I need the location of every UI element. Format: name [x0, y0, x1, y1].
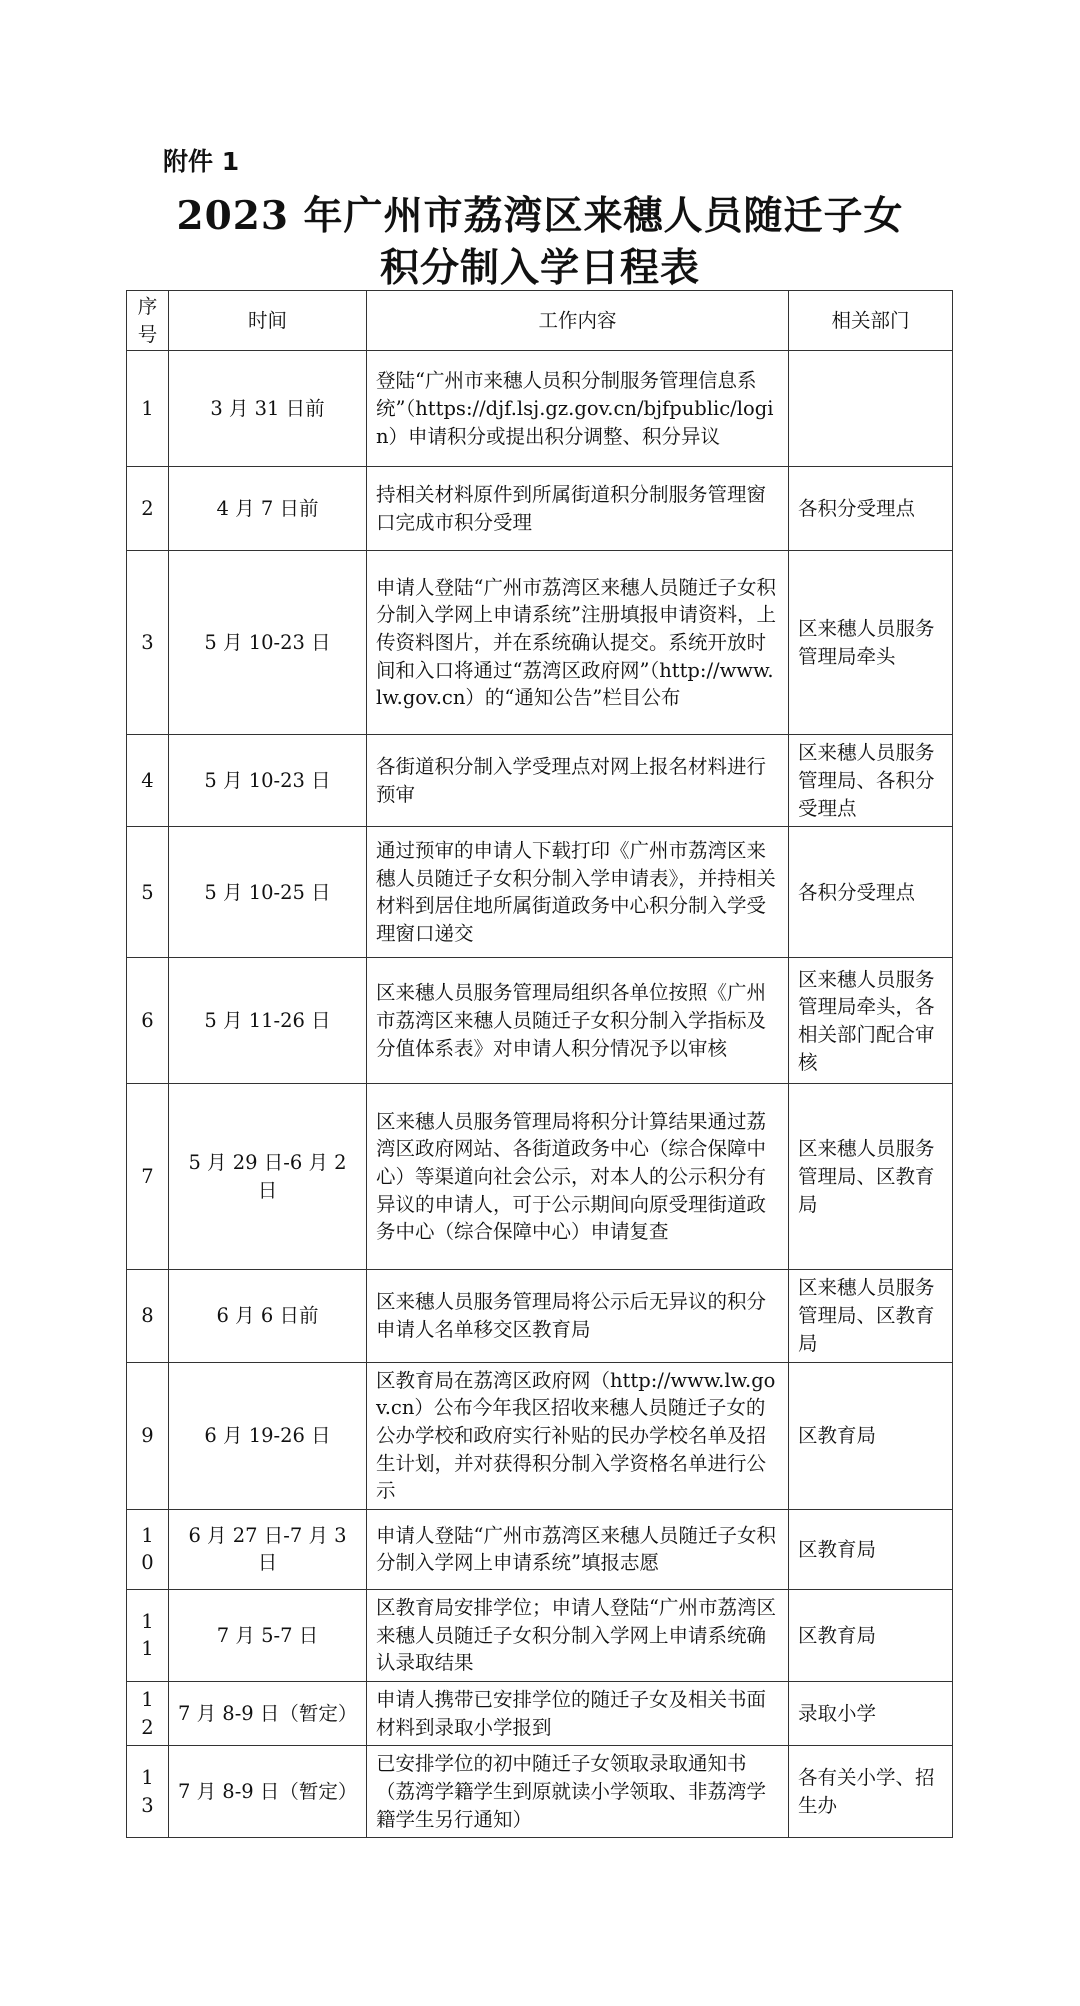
row-dept: 各有关小学、招生办 [789, 1746, 953, 1838]
table-row [127, 827, 953, 958]
row-num: 5 [127, 827, 169, 958]
row-num: 2 [127, 467, 169, 551]
row-num: 10 [127, 1509, 169, 1589]
header-num: 序号 [127, 291, 169, 351]
table-row [127, 735, 953, 827]
row-time: 6 月 6 日前 [169, 1270, 367, 1362]
row-time: 5 月 10-25 日 [169, 827, 367, 958]
row-content: 区教育局在荔湾区政府网（http://www.lw.gov.cn）公布今年我区招收来穗人员随迁子女的公办学校和政府实行补贴的民办学校名单及招生计划，并对获得积分制入学资格名单进行公示 [367, 1362, 789, 1509]
table-row [127, 1084, 953, 1270]
header-dept: 相关部门 [789, 291, 953, 351]
table-header-row [127, 291, 953, 351]
row-time: 5 月 10-23 日 [169, 735, 367, 827]
row-time: 7 月 8-9 日（暂定） [169, 1746, 367, 1838]
page-title-line1: 2023 年广州市荔湾区来穗人员随迁子女 [176, 193, 904, 239]
row-dept: 各积分受理点 [789, 467, 953, 551]
table-row [127, 1682, 953, 1746]
row-num: 9 [127, 1362, 169, 1509]
row-time: 4 月 7 日前 [169, 467, 367, 551]
row-dept: 各积分受理点 [789, 827, 953, 958]
schedule-table [126, 290, 953, 1838]
table-row [127, 1589, 953, 1681]
row-dept: 区教育局 [789, 1509, 953, 1589]
row-num: 3 [127, 551, 169, 735]
table-row [127, 958, 953, 1084]
table-row [127, 351, 953, 467]
row-time: 5 月 11-26 日 [169, 958, 367, 1084]
table-row [127, 551, 953, 735]
table-row [127, 1362, 953, 1509]
row-num: 12 [127, 1682, 169, 1746]
row-content: 各街道积分制入学受理点对网上报名材料进行预审 [367, 735, 789, 827]
row-content: 区来穗人员服务管理局将公示后无异议的积分申请人名单移交区教育局 [367, 1270, 789, 1362]
row-dept: 区来穗人员服务管理局、区教育局 [789, 1270, 953, 1362]
row-content: 通过预审的申请人下载打印《广州市荔湾区来穗人员随迁子女积分制入学申请表》，并持相关材料到居住地所属街道政务中心积分制入学受理窗口递交 [367, 827, 789, 958]
row-time: 7 月 8-9 日（暂定） [169, 1682, 367, 1746]
row-content: 申请人携带已安排学位的随迁子女及相关书面材料到录取小学报到 [367, 1682, 789, 1746]
row-time: 3 月 31 日前 [169, 351, 367, 467]
row-dept: 区来穗人员服务管理局牵头 [789, 551, 953, 735]
table-row [127, 467, 953, 551]
table-row [127, 1270, 953, 1362]
row-time: 6 月 27 日-7 月 3 日 [169, 1509, 367, 1589]
row-content: 区教育局安排学位；申请人登陆“广州市荔湾区来穗人员随迁子女积分制入学网上申请系统确认录取结果 [367, 1589, 789, 1681]
row-time: 7 月 5-7 日 [169, 1589, 367, 1681]
row-content: 区来穗人员服务管理局组织各单位按照《广州市荔湾区来穗人员随迁子女积分制入学指标及分值体系表》对申请人积分情况予以审核 [367, 958, 789, 1084]
table-row [127, 1746, 953, 1838]
row-num: 1 [127, 351, 169, 467]
row-time: 5 月 29 日-6 月 2 日 [169, 1084, 367, 1270]
row-dept: 录取小学 [789, 1682, 953, 1746]
row-num: 4 [127, 735, 169, 827]
table-row [127, 1509, 953, 1589]
row-num: 8 [127, 1270, 169, 1362]
row-content: 登陆“广州市来穗人员积分制服务管理信息系统”（https://djf.lsj.gz.gov.cn/bjfpublic/login）申请积分或提出积分调整、积分异议 [367, 351, 789, 467]
row-time: 6 月 19-26 日 [169, 1362, 367, 1509]
row-dept [789, 351, 953, 467]
row-dept: 区来穗人员服务管理局、区教育局 [789, 1084, 953, 1270]
row-content: 区来穗人员服务管理局将积分计算结果通过荔湾区政府网站、各街道政务中心（综合保障中心）等渠道向社会公示，对本人的公示积分有异议的申请人，可于公示期间向原受理街道政务中心（综合保障中心）申请复查 [367, 1084, 789, 1270]
page-title-line2: 积分制入学日程表 [379, 245, 700, 291]
header-content: 工作内容 [367, 291, 789, 351]
row-dept: 区来穗人员服务管理局、各积分受理点 [789, 735, 953, 827]
row-content: 持相关材料原件到所属街道积分制服务管理窗口完成市积分受理 [367, 467, 789, 551]
row-dept: 区教育局 [789, 1362, 953, 1509]
row-num: 6 [127, 958, 169, 1084]
header-time: 时间 [169, 291, 367, 351]
row-num: 7 [127, 1084, 169, 1270]
row-dept: 区来穗人员服务管理局牵头，各相关部门配合审核 [789, 958, 953, 1084]
row-num: 11 [127, 1589, 169, 1681]
row-content: 申请人登陆“广州市荔湾区来穗人员随迁子女积分制入学网上申请系统”注册填报申请资料，上传资料图片，并在系统确认提交。系统开放时间和入口将通过“荔湾区政府网”（http://www.lw.gov.cn）的“通知公告”栏目公布 [367, 551, 789, 735]
row-time: 5 月 10-23 日 [169, 551, 367, 735]
row-content: 已安排学位的初中随迁子女领取录取通知书（荔湾学籍学生到原就读小学领取、非荔湾学籍学生另行通知） [367, 1746, 789, 1838]
row-content: 申请人登陆“广州市荔湾区来穗人员随迁子女积分制入学网上申请系统”填报志愿 [367, 1509, 789, 1589]
row-dept: 区教育局 [789, 1589, 953, 1681]
row-num: 13 [127, 1746, 169, 1838]
attachment-label: 附件 1 [163, 147, 240, 176]
